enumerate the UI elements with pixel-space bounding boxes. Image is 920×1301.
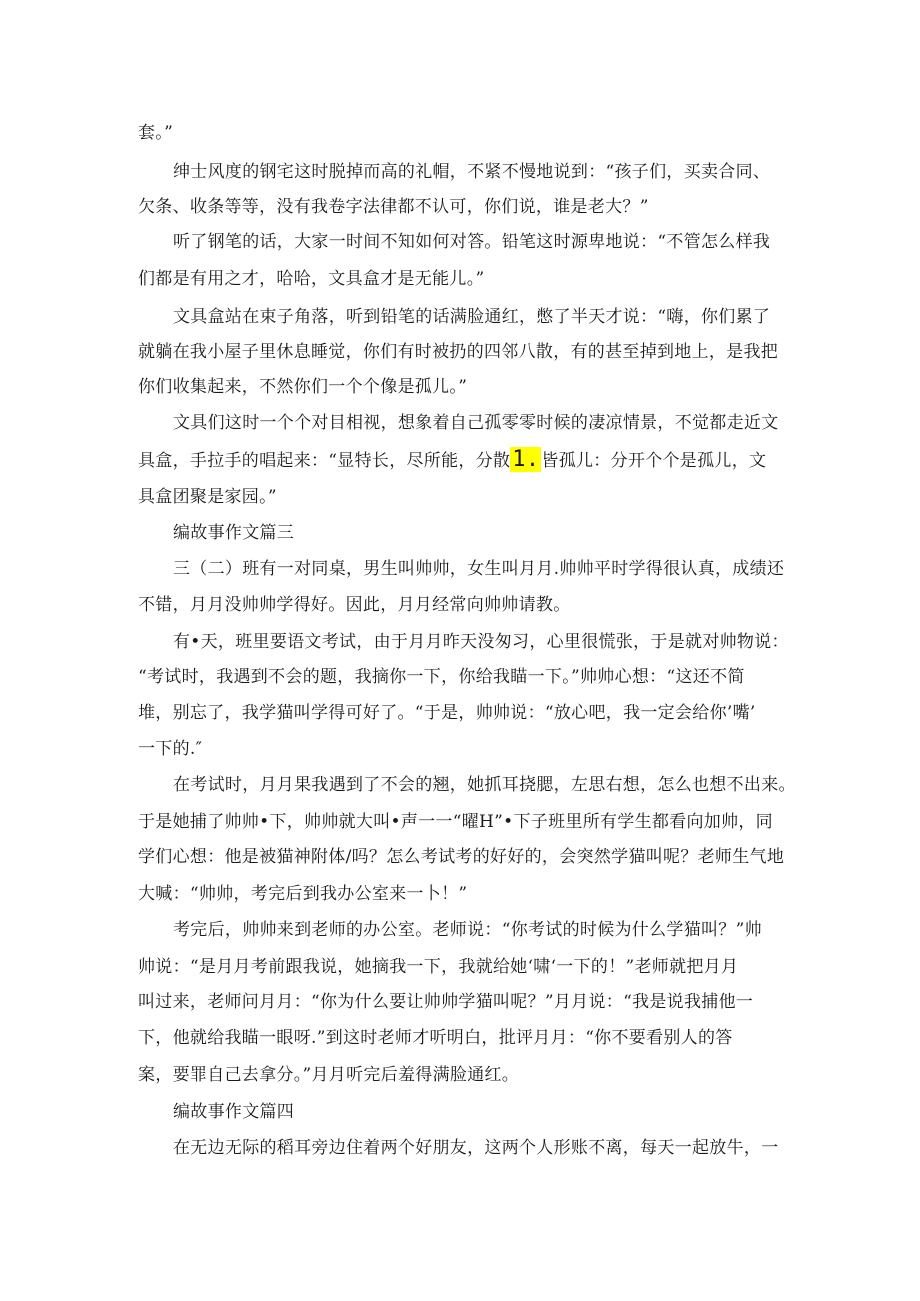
text-line: 三（二）班有一对同桌，男生叫帅帅，女生叫月月.帅帅平时学得很认真，成绩还 <box>173 559 785 579</box>
text-line: 考完后，帅帅来到老师的办公室。老师说：“你考试的时候为什么学猫叫？”帅 <box>173 920 762 940</box>
text-line: 就躺在我小屋子里休息睡觉，你们有时被扔的四邻八散，有的甚至掉到地上，是我把 <box>138 342 779 362</box>
text-line: 听了钢笔的话，大家一时间不知如何对答。铅笔这时源卑地说：“不管怎么样我 <box>173 232 771 252</box>
text-line: 于是她捕了帅帅•下，帅帅就大叫•声一一“曜H”•下子班里所有学生都看向加帅，同 <box>138 812 773 832</box>
text-line: 不错，月月没帅帅学得好。因此，月月经常向帅帅请教。 <box>138 595 571 615</box>
section-heading: 编故事作文篇三 <box>173 523 295 543</box>
text-segment: 具盒，手拉手的唱起来：“显特长，尽所能，分散 <box>138 451 511 471</box>
text-line: 堆，别忘了，我学猫叫学得可好了。“于是，帅帅说：“放心吧，我一定会给你’嘴’ <box>138 703 756 723</box>
text-line: 具盒团聚是家园。” <box>138 487 277 507</box>
section-heading: 编故事作文篇四 <box>173 1102 295 1122</box>
highlighted-text: 1. <box>512 447 540 472</box>
text-segment: 皆孤儿：分开个个是孤儿，文 <box>541 451 767 471</box>
text-line: 绅士风度的钢宅这时脱掉而高的礼帽，不紧不慢地说到：“孩子们，买卖合同、 <box>173 162 771 182</box>
text-line: 套。” <box>138 123 174 143</box>
text-line: 文具们这时一个个对目相视，想象着自己孤零零时候的凄凉情景，不觉都走近文 <box>173 413 779 433</box>
text-line <box>138 448 766 473</box>
text-line: “考试时，我遇到不会的题，我摘你一下，你给我瞄一下。”帅帅心想：“这还不简 <box>138 667 745 687</box>
text-line: 案，要罪自己去拿分。”月月听完后羞得满脸通红。 <box>138 1065 520 1085</box>
text-line: 欠条、收条等等，没有我卷字法律都不认可，你们说，谁是老大？” <box>138 197 649 217</box>
text-line: 有•天，班里要语文考试，由于月月昨天没匆习，心里很慌张，于是就对帅物说： <box>173 632 789 652</box>
text-line: 文具盒站在束子角落，听到铅笔的话满脸通红，憋了半天才说：“嗨，你们累了 <box>173 307 771 327</box>
text-line: 大喊：“帅帅，考完后到我办公室来一卜！” <box>138 884 468 904</box>
text-line: 帅说：“是月月考前跟我说，她摘我一下，我就给她‘啸‘一下的！”老师就把月月 <box>138 957 739 977</box>
text-line: 在无边无际的稻耳旁边住着两个好朋友，这两个人形账不离，每天一起放牛，一 <box>173 1138 779 1158</box>
text-line: 下，他就给我瞄一眼呀.”到这时老师才听明白，批评月月：“你不要看别人的答 <box>138 1028 733 1048</box>
text-line: 一下的.″ <box>138 739 203 759</box>
text-line: 叫过来，老师问月月：“你为什么要让帅帅学猫叫呢？”月月说：“我是说我捕他一 <box>138 992 754 1012</box>
text-line: 你们收集起来，不然你们一个个像是孤儿。” <box>138 377 468 397</box>
text-line: 在考试时，月月果我遇到了不会的翘，她抓耳挠腮，左思右想，怎么也想不出来。 <box>173 775 796 795</box>
text-line: 学们心想：他是被猫神附体/吗？怎么考试考的好好的，会突然学猫叫呢？老师生气地 <box>138 847 785 867</box>
text-line: 们都是有用之才，哈哈，文具盒才是无能儿。” <box>138 269 485 289</box>
